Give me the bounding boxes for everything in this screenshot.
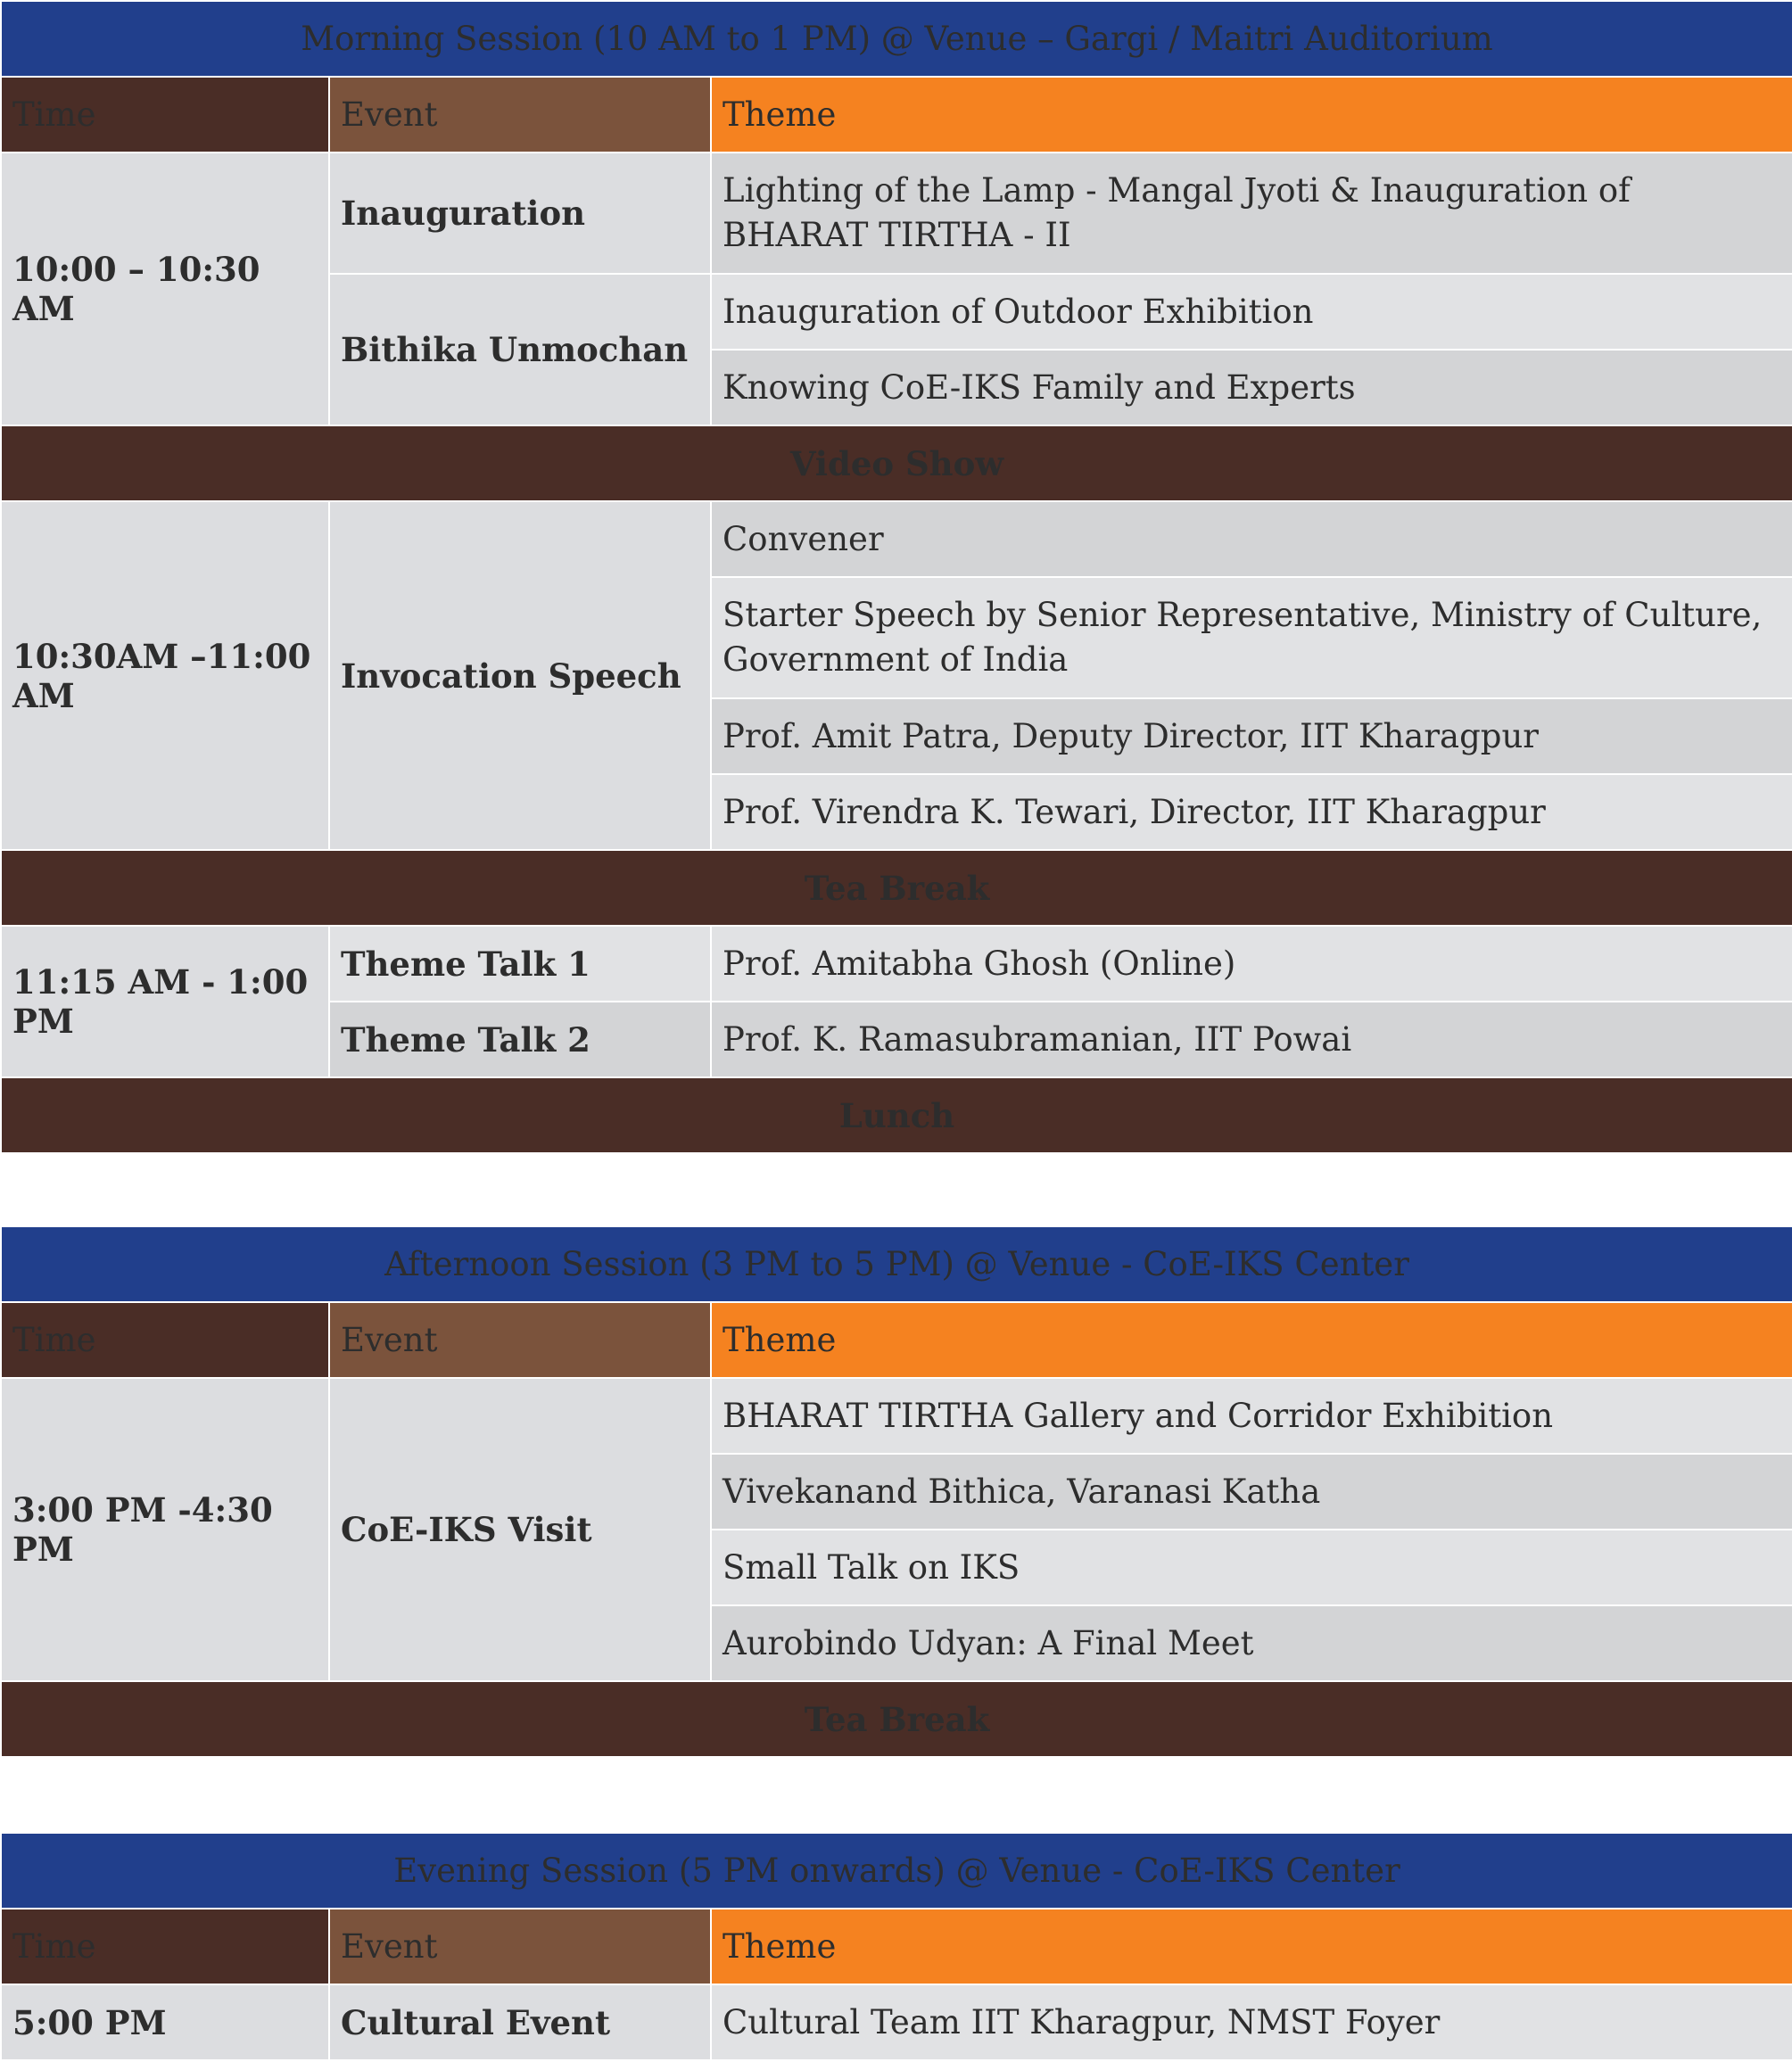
column-header-theme: Theme [711, 1302, 1792, 1378]
event-cell: Theme Talk 1 [329, 926, 711, 1002]
theme-cell: Prof. Amitabha Ghosh (Online) [711, 926, 1792, 1002]
theme-cell: Convener [711, 501, 1792, 577]
break-label: Video Show [1, 425, 1792, 501]
evening-session-table [0, 1832, 1792, 2061]
break-row [1, 425, 1792, 501]
theme-cell: Lighting of the Lamp - Mangal Jyoti & Inauguration of BHARAT TIRTHA - II [711, 153, 1792, 274]
time-cell: 5:00 PM [1, 1984, 329, 2060]
event-cell: Inauguration [329, 153, 711, 274]
break-row [1, 850, 1792, 926]
break-label: Tea Break [1, 1681, 1792, 1757]
afternoon-session-table [0, 1225, 1792, 1758]
afternoon-session-title: Afternoon Session (3 PM to 5 PM) @ Venue - CoE-IKS Center [1, 1226, 1792, 1302]
break-label: Lunch [1, 1077, 1792, 1153]
theme-cell: Starter Speech by Senior Representative, Ministry of Culture, Government of India [711, 577, 1792, 698]
column-header-time: Time [1, 1302, 329, 1378]
table-row [1, 153, 1792, 274]
theme-cell: Small Talk on IKS [711, 1530, 1792, 1605]
table-row [1, 926, 1792, 1002]
event-cell: Theme Talk 2 [329, 1002, 711, 1077]
column-header-theme: Theme [711, 1909, 1792, 1984]
theme-cell: Prof. K. Ramasubramanian, IIT Powai [711, 1002, 1792, 1077]
morning-header-row [1, 1, 1792, 77]
evening-column-headers [1, 1909, 1792, 1984]
theme-cell: Cultural Team IIT Kharagpur, NMST Foyer [711, 1984, 1792, 2060]
break-row [1, 1077, 1792, 1153]
column-header-event: Event [329, 1302, 711, 1378]
theme-cell: Vivekanand Bithica, Varanasi Katha [711, 1454, 1792, 1530]
time-cell: 11:15 AM - 1:00 PM [1, 926, 329, 1077]
time-cell: 10:30AM –11:00 AM [1, 501, 329, 850]
event-cell: Bithika Unmochan [329, 274, 711, 425]
event-cell: Cultural Event [329, 1984, 711, 2060]
event-cell: Invocation Speech [329, 501, 711, 850]
theme-cell: BHARAT TIRTHA Gallery and Corridor Exhibition [711, 1378, 1792, 1454]
break-label: Tea Break [1, 850, 1792, 926]
evening-header-row [1, 1833, 1792, 1909]
theme-cell: Aurobindo Udyan: A Final Meet [711, 1605, 1792, 1681]
afternoon-header-row [1, 1226, 1792, 1302]
morning-column-headers [1, 77, 1792, 153]
column-header-theme: Theme [711, 77, 1792, 153]
column-header-time: Time [1, 77, 329, 153]
table-row [1, 1984, 1792, 2060]
event-cell: CoE-IKS Visit [329, 1378, 711, 1681]
theme-cell: Prof. Amit Patra, Deputy Director, IIT Kharagpur [711, 698, 1792, 774]
table-row [1, 501, 1792, 577]
time-cell: 3:00 PM -4:30 PM [1, 1378, 329, 1681]
afternoon-column-headers [1, 1302, 1792, 1378]
theme-cell: Knowing CoE-IKS Family and Experts [711, 350, 1792, 425]
theme-cell: Prof. Virendra K. Tewari, Director, IIT Kharagpur [711, 774, 1792, 850]
table-row [1, 1378, 1792, 1454]
column-header-time: Time [1, 1909, 329, 1984]
theme-cell: Inauguration of Outdoor Exhibition [711, 274, 1792, 350]
break-row [1, 1681, 1792, 1757]
evening-session-title: Evening Session (5 PM onwards) @ Venue - CoE-IKS Center [1, 1833, 1792, 1909]
column-header-event: Event [329, 1909, 711, 1984]
column-header-event: Event [329, 77, 711, 153]
morning-session-title: Morning Session (10 AM to 1 PM) @ Venue – Gargi / Maitri Auditorium [1, 1, 1792, 77]
time-cell: 10:00 – 10:30 AM [1, 153, 329, 425]
